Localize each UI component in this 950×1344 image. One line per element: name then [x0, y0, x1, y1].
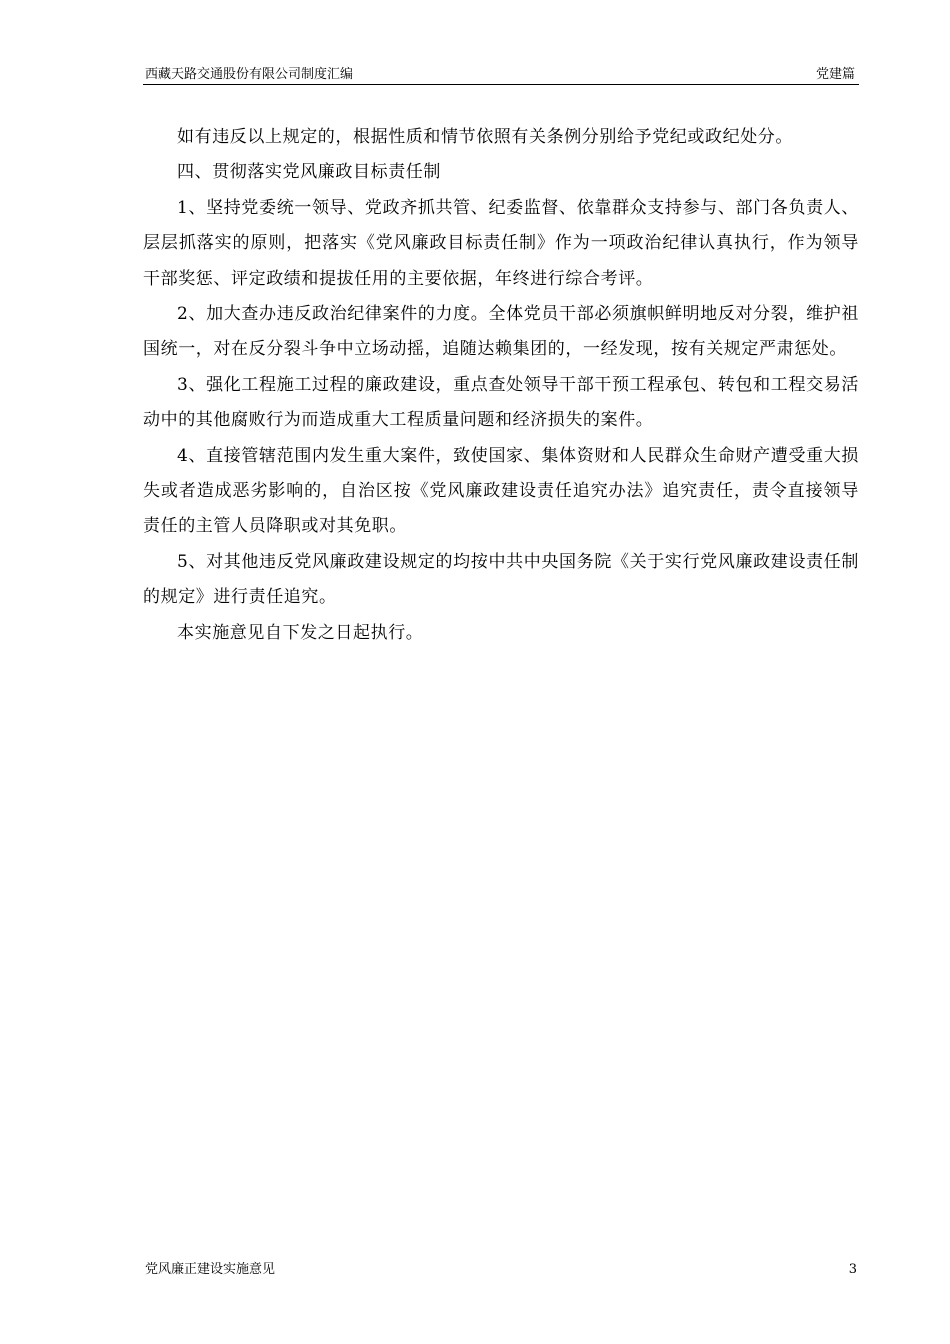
paragraph-item-1: 1、坚持党委统一领导、党政齐抓共管、纪委监督、依靠群众支持参与、部门各负责人、层层抓落实的原则，把落实《党风廉政目标责任制》作为一项政治纪律认真执行，作为领导干部奖惩、评定政绩和提拔任用的主要依据，年终进行综合考评。 [143, 197, 859, 289]
paragraph-effective-date: 本实施意见自下发之日起执行。 [177, 622, 424, 643]
header-divider [143, 84, 859, 85]
header-section-name: 党建篇 [815, 67, 855, 82]
paragraph-penalty-clause: 如有违反以上规定的，根据性质和情节依照有关条例分别给予党纪或政纪处分。 [177, 127, 793, 147]
header-document-title: 西藏天路交通股份有限公司制度汇编 [145, 67, 354, 82]
footer-document-name: 党风廉正建设实施意见 [145, 1262, 276, 1277]
paragraph-item-3: 3、强化工程施工过程的廉政建设，重点查处领导干部干预工程承包、转包和工程交易活动中的其他腐败行为而造成重大工程质量问题和经济损失的案件。 [143, 374, 859, 431]
page-number: 3 [848, 1262, 857, 1277]
section-heading-4: 四、贯彻落实党风廉政目标责任制 [177, 162, 441, 183]
paragraph-item-2: 2、加大查办违反政治纪律案件的力度。全体党员干部必须旗帜鲜明地反对分裂，维护祖国统一，对在反分裂斗争中立场动摇，追随达赖集团的，一经发现，按有关规定严肃惩处。 [143, 304, 859, 360]
paragraph-item-5: 5、对其他违反党风廉政建设规定的均按中共中央国务院《关于实行党风廉政建设责任制的规定》进行责任追究。 [143, 551, 859, 608]
page-footer [143, 1261, 859, 1281]
paragraph-item-4: 4、直接管辖范围内发生重大案件，致使国家、集体资财和人民群众生命财产遭受重大损失或者造成恶劣影响的，自治区按《党风廉政建设责任追究办法》追究责任，责令直接领导责任的主管人员降职或对其免职。 [143, 445, 859, 537]
page-header [143, 66, 859, 86]
document-body [143, 120, 859, 651]
